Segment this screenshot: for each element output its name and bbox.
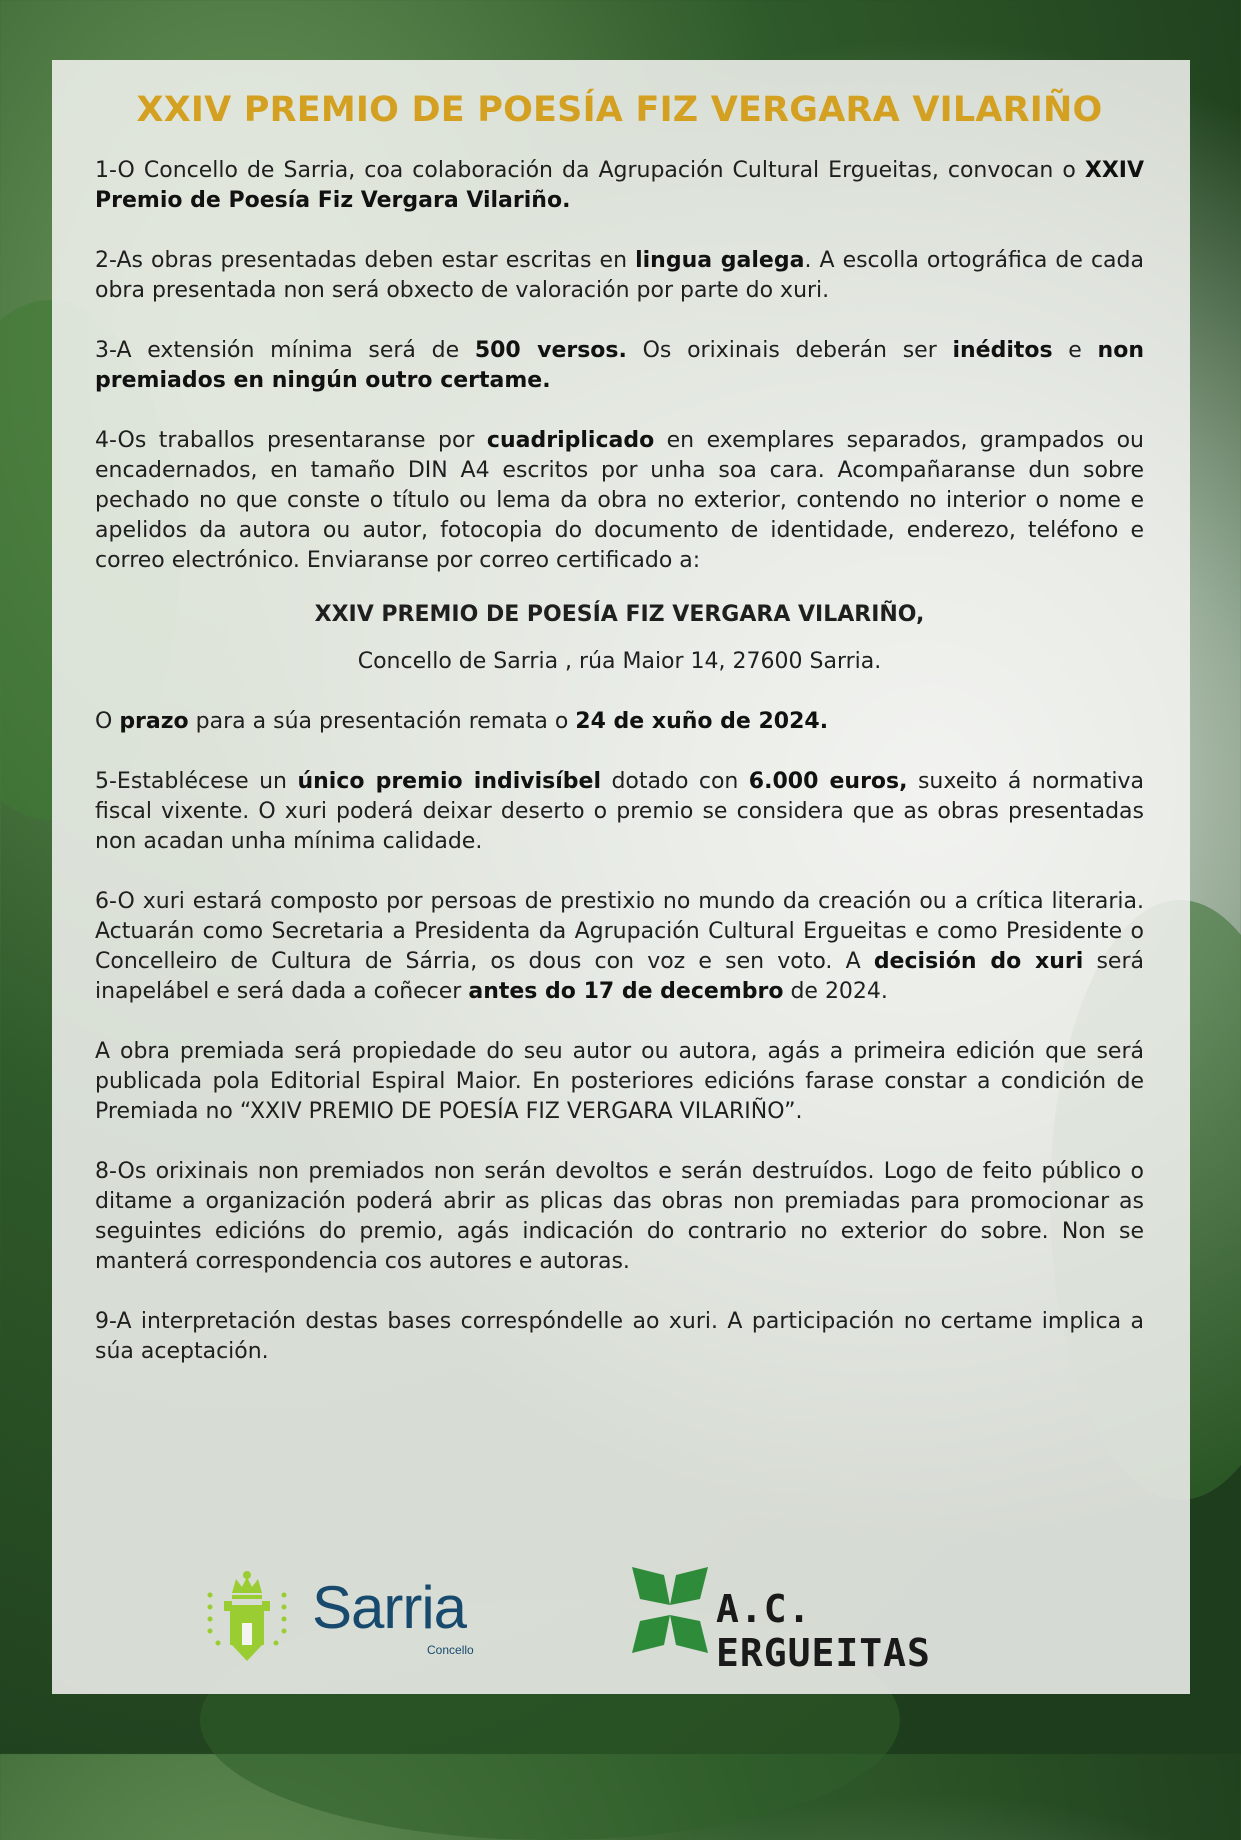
rule-6-text: 6-O xuri estará composto por persoas de prestixio no mundo da creación ou a crítica literaria. Actuarán como Secretaria a Presidenta da Agrupación Cultural Ergueitas e como Presidente o Concelleiro de Cultura de Sárria, os dous con voz e sen voto. A <box>95 889 1144 974</box>
rule-4-bold: cuadriplicado <box>486 428 655 453</box>
sarria-wordmark: Sarria <box>312 1574 467 1641</box>
address-title: XXIV PREMIO DE POESÍA FIZ VERGARA VILARIÑO, <box>314 602 925 627</box>
rule-9: 9-A interpretación destas bases correspóndelle ao xuri. A participación no certame implica a súa aceptación. <box>95 1309 1144 1364</box>
rule-6-bold-date: antes do 17 de decembro <box>468 979 784 1004</box>
rule-3-text: 3-A extensión mínima será de <box>95 338 475 363</box>
rule-1-bold: XXIV Premio de Poesía Fiz Vergara Vilariño. <box>95 158 1144 213</box>
rule-6-bold-decision: decisión do xuri <box>873 949 1084 974</box>
rule-5-bold-prize: único premio indivisíbel <box>297 769 601 794</box>
rule-1 <box>95 156 1144 216</box>
rule-5 <box>95 767 1144 857</box>
rule-5-text-end: suxeito á normativa fiscal vixente. O xuri poderá deixar deserto o premio se considera que as obras presentadas non acadan unha mínima calidade. <box>95 769 1145 854</box>
rule-7: A obra premiada será propiedade do seu autor ou autora, agás a primeira edición que será publicada pola Editorial Espiral Maior. En posteriores edicións farase constar a condición de Premiada no “XXIV PREMIO DE POESÍA FIZ VERGARA VILARIÑO”. <box>95 1039 1144 1124</box>
rule-6 <box>95 887 1144 1007</box>
rule-3-bold-unawarded: non premiados en ningún outro certame. <box>95 338 1144 393</box>
four-leaf-x-icon <box>630 1565 710 1655</box>
address-line: Concello de Sarria , rúa Maior 14, 27600 Sarria. <box>357 649 882 674</box>
rule-6-text-2: será inapelábel e será dada a coñecer <box>95 949 1144 1004</box>
rule-4-text-end: en exemplares separados, grampados ou encadernados, en tamaño DIN A4 escritos por unha soa cara. Acompañaranse dun sobre pechado no que conste o título ou lema da obra no exterior, contendo no interior o nome e apelidos da autora ou autor, fotocopia do documento de identidade, enderezo, teléfono e correo electrónico. Enviaranse por correo certificado a: <box>95 428 1145 573</box>
rule-4 <box>95 426 1144 576</box>
page-title: XXIV PREMIO DE POESÍA FIZ VERGARA VILARIÑO <box>136 90 1103 130</box>
deadline-text-2: para a súa presentación remata o <box>188 709 576 734</box>
rule-2-text: 2-As obras presentadas deben estar escritas en <box>95 248 636 273</box>
rule-3-bold-unpublished: inéditos <box>952 338 1053 363</box>
deadline-text: O <box>95 709 120 734</box>
deadline <box>95 707 1144 737</box>
sponsor-logos <box>52 1565 1190 1675</box>
rule-6-text-end: de 2024. <box>783 979 888 1004</box>
rules-panel <box>52 60 1190 1694</box>
rule-2-text-end: . A escolla ortográfica de cada obra presentada non será obxecto de valoración por parte do xuri. <box>95 248 1144 303</box>
rule-5-text-2: dotado con <box>601 769 749 794</box>
rule-3-text-2: Os orixinais deberán ser <box>626 338 953 363</box>
sarria-subtitle: Concello <box>427 1643 474 1657</box>
deadline-date: 24 de xuño de 2024. <box>575 709 829 734</box>
sarria-logo <box>202 1565 512 1665</box>
rule-5-bold-amount: 6.000 euros, <box>748 769 908 794</box>
rule-3-bold-verses: 500 versos. <box>474 338 627 363</box>
rule-8: 8-Os orixinais non premiados non serán devoltos e serán destruídos. Logo de feito público o ditame a organización poderá abrir as plicas das obras non premiadas para promocionar as seguintes edicións do premio, agás indicación do contrario no exterior do sobre. Non se manterá correspondencia cos autores e autoras. <box>95 1159 1144 1274</box>
rule-5-text: 5-Establécese un <box>95 769 298 794</box>
deadline-bold: prazo <box>119 709 189 734</box>
rule-2 <box>95 246 1144 306</box>
rule-4-text: 4-Os traballos presentaranse por <box>95 428 487 453</box>
ergueitas-wordmark: A.C. ERGUEITAS <box>716 1587 931 1675</box>
rule-3 <box>95 336 1144 396</box>
ergueitas-logo <box>630 1565 1050 1675</box>
rule-2-bold: lingua galega <box>635 248 805 273</box>
crown-castle-icon <box>202 1565 292 1665</box>
rule-1-text: 1-O Concello de Sarria, coa colaboración da Agrupación Cultural Ergueitas, convocan o <box>95 158 1085 183</box>
rule-3-text-3: e <box>1052 338 1098 363</box>
